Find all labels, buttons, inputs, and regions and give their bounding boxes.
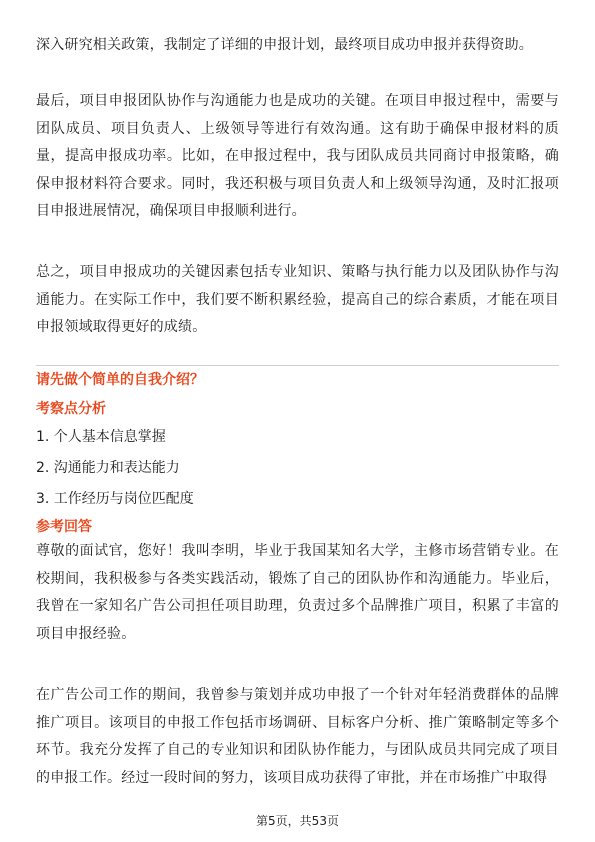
teamwork-paragraph: 最后，项目申报团队协作与沟通能力也是成功的关键。在项目申报过程中，需要与团队成员、项目负责人、上级领导等进行有效沟通。这有助于确保申报材料的质量，提高申报成功率。比如，在申报过程中，我与团队成员共同商讨申报策略，确保申报材料符合要求。同时，我还积极与项目负责人和上级领导沟通，及时汇报项目申报进展情况，确保项目申报顺利进行。: [36, 93, 559, 219]
question-title: 请先做个简单的自我介绍？: [36, 372, 204, 388]
page-footer: 第5页，共53页: [256, 814, 339, 828]
analysis-points-list: [36, 422, 194, 515]
intro-tail-paragraph: 深入研究相关政策，我制定了详细的申报计划，最终项目成功申报并获得资助。: [36, 37, 533, 53]
answer-paragraph-experience: 在广告公司工作的期间，我曾参与策划并成功申报了一个针对年轻消费群体的品牌推广项目。该项目的申报工作包括市场调研、目标客户分析、推广策略制定等多个环节。我充分发挥了自己的专业知识和团队协作能力，与团队成员共同完成了项目的申报工作。经过一段时间的努力，该项目成功获得了审批，并在市场推广中取得: [36, 687, 559, 786]
analysis-point: 3. 工作经历与岗位匹配度: [36, 491, 194, 507]
analysis-point: 2. 沟通能力和表达能力: [36, 460, 180, 476]
summary-paragraph: 总之，项目申报成功的关键因素包括专业知识、策略与执行能力以及团队协作与沟通能力。在实际工作中，我们要不断积累经验，提高自己的综合素质，才能在项目申报领域取得更好的成绩。: [36, 264, 559, 335]
answer-heading: 参考回答: [36, 519, 92, 535]
answer-paragraph-intro: 尊敬的面试官，您好！我叫李明，毕业于我国某知名大学，主修市场营销专业。在校期间，我积极参与各类实践活动，锻炼了自己的团队协作和沟通能力。毕业后，我曾在一家知名广告公司担任项目助理，负责过多个品牌推广项目，积累了丰富的项目申报经验。: [36, 543, 559, 642]
analysis-point: 1. 个人基本信息掌握: [36, 429, 166, 445]
analysis-heading: 考察点分析: [36, 401, 106, 417]
section-divider: [36, 365, 559, 366]
